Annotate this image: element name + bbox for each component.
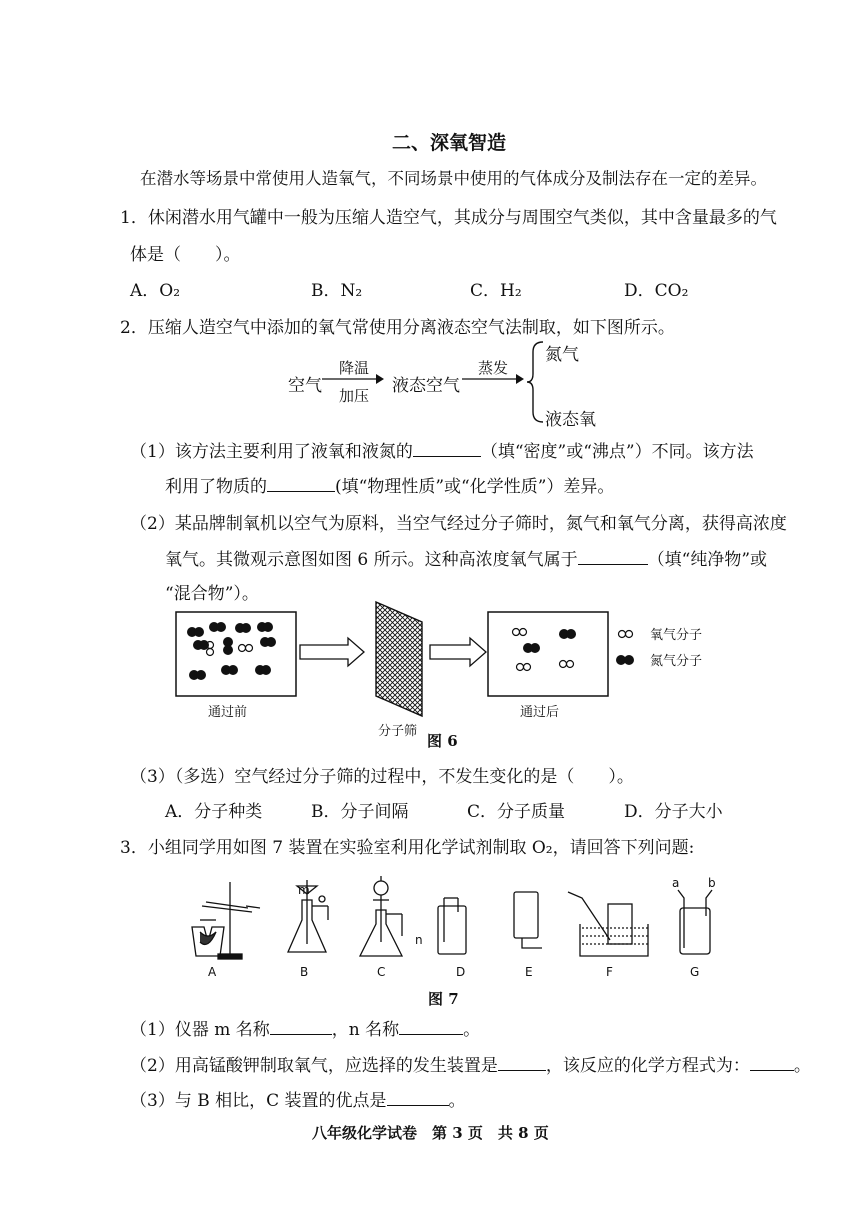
q3-part1-blank-m[interactable] xyxy=(270,1018,332,1035)
fig6-after-label: 通过后 xyxy=(520,705,560,720)
q2-part3-option-b: B．分子间隔 xyxy=(311,802,409,822)
apparatus-g xyxy=(678,890,712,954)
flow-evaporate: 蒸发 xyxy=(478,359,509,377)
q3-part2-text-b: ，该反应的化学方程式为： xyxy=(545,1056,750,1076)
q2-part3-option-d: D．分子大小 xyxy=(624,802,723,822)
label-m: m xyxy=(298,883,310,897)
q3-part1-text-c: 。 xyxy=(463,1020,481,1040)
apparatus-a xyxy=(192,882,260,959)
q1-stem-line1: 1．休闲潜水用气罐中一般为压缩人造空气，其成分与周围空气类似，其中含量最多的气 xyxy=(120,208,777,228)
figure-7 xyxy=(170,872,730,984)
after-box xyxy=(488,612,608,696)
label-apparatus-g: G xyxy=(690,965,700,979)
label-apparatus-d: D xyxy=(456,965,466,979)
molecular-sieve xyxy=(376,602,422,716)
q2-part2-line3: “混合物”）。 xyxy=(165,584,259,604)
q2-part1-line2 xyxy=(165,472,614,497)
q2-stem: 2．压缩人造空气中添加的氧气常使用分离液态空气法制取，如下图所示。 xyxy=(120,318,675,338)
label-a: a xyxy=(672,876,680,890)
fig6-arrow-2 xyxy=(430,638,486,666)
q2-part1-blank-1[interactable] xyxy=(413,440,481,457)
q1-option-d: D．CO₂ xyxy=(624,281,689,301)
q1-option-b: B．N₂ xyxy=(311,281,363,301)
q3-part2-blank-equation[interactable] xyxy=(750,1054,794,1071)
q1-stem-line2: 体是（ ）。 xyxy=(130,245,241,265)
q3-part2-text-c: 。 xyxy=(793,1056,811,1076)
legend-oxygen-label: 氧气分子 xyxy=(650,628,703,643)
legend-nitrogen-label: 氮气分子 xyxy=(650,654,703,669)
flow-liquid-air: 液态空气 xyxy=(392,376,460,396)
label-apparatus-b: B xyxy=(300,965,309,979)
label-b: b xyxy=(708,876,716,890)
apparatus-d xyxy=(438,898,466,954)
q2-part1-text-d: (填“物理性质”或“化学性质”）差异。 xyxy=(335,477,615,497)
q1-option-a: A．O₂ xyxy=(130,281,181,301)
fig6-arrow-1 xyxy=(300,638,364,666)
fig7-caption: 图 7 xyxy=(428,990,459,1008)
fig6-sieve-label: 分子筛 xyxy=(378,724,418,739)
apparatus-f xyxy=(568,892,648,956)
fig6-before-label: 通过前 xyxy=(208,705,248,720)
q3-part3-blank[interactable] xyxy=(387,1089,449,1106)
section-title: 二、深氧智造 xyxy=(392,132,507,154)
q2-part2-text-b: （填“纯净物”或 xyxy=(647,550,768,570)
flow-nitrogen: 氮气 xyxy=(545,345,579,365)
q2-part3-option-c: C．分子质量 xyxy=(467,802,566,822)
label-apparatus-f: F xyxy=(606,965,613,979)
label-n: n xyxy=(415,933,423,947)
q3-stem: 3．小组同学用如图 7 装置在实验室利用化学试剂制取 O₂，请回答下列问题: xyxy=(120,838,695,858)
q1-option-c: C．H₂ xyxy=(470,281,522,301)
q3-part2-text-a: （2）用高锰酸钾制取氧气，应选择的发生装置是 xyxy=(130,1056,498,1076)
apparatus-c xyxy=(360,876,402,956)
q3-part3-text-b: 。 xyxy=(448,1091,466,1111)
flow-pressurize: 加压 xyxy=(339,387,370,405)
flow-arrow-2 xyxy=(462,372,524,386)
q2-part3-stem: （3）（多选）空气经过分子筛的过程中，不发生变化的是（ ）。 xyxy=(130,767,634,787)
q3-part1-text-b: ，n 名称 xyxy=(331,1020,400,1040)
intro-text: 在潜水等场景中常使用人造氧气，不同场景中使用的气体成分及制法存在一定的差异。 xyxy=(140,169,767,188)
flow-cool: 降温 xyxy=(339,359,370,377)
apparatus-e xyxy=(514,892,542,948)
q2-part1-blank-2[interactable] xyxy=(267,475,335,492)
q2-part3-option-a: A．分子种类 xyxy=(165,802,263,822)
figure-6 xyxy=(170,600,730,745)
q3-part3 xyxy=(130,1086,466,1111)
q3-part1-text-a: （1）仪器 m 名称 xyxy=(130,1020,270,1040)
q2-part2-line2 xyxy=(165,545,767,570)
q2-part2-blank[interactable] xyxy=(578,548,648,565)
fig6-caption: 图 6 xyxy=(427,732,458,750)
label-apparatus-c: C xyxy=(377,965,386,979)
q2-part2-text-a: 氧气。其微观示意图如图 6 所示。这种高浓度氧气属于 xyxy=(165,550,578,570)
q3-part1 xyxy=(130,1015,480,1040)
q2-part1-line1 xyxy=(130,437,754,462)
before-box xyxy=(176,612,296,696)
flow-air: 空气 xyxy=(288,376,322,396)
flow-liquid-oxygen: 液态氧 xyxy=(545,410,596,430)
q2-part1-text-a: （1）该方法主要利用了液氧和液氮的 xyxy=(130,442,413,462)
q2-part1-text-b: （填“密度”或“沸点”）不同。该方法 xyxy=(480,442,754,462)
q3-part2 xyxy=(130,1051,811,1076)
q3-part3-text-a: （3）与 B 相比，C 装置的优点是 xyxy=(130,1091,387,1111)
label-apparatus-a: A xyxy=(208,965,217,979)
q3-part1-blank-n[interactable] xyxy=(399,1018,463,1035)
flow-brace xyxy=(525,340,547,424)
flow-arrow-1 xyxy=(322,372,384,386)
q3-part2-blank-device[interactable] xyxy=(498,1054,546,1071)
q2-part1-text-c: 利用了物质的 xyxy=(165,477,267,497)
page-footer: 八年级化学试卷 第 3 页 共 8 页 xyxy=(312,1124,549,1142)
q2-part2-line1: （2）某品牌制氧机以空气为原料，当空气经过分子筛时，氮气和氧气分离，获得高浓度 xyxy=(130,514,787,534)
label-apparatus-e: E xyxy=(525,965,533,979)
